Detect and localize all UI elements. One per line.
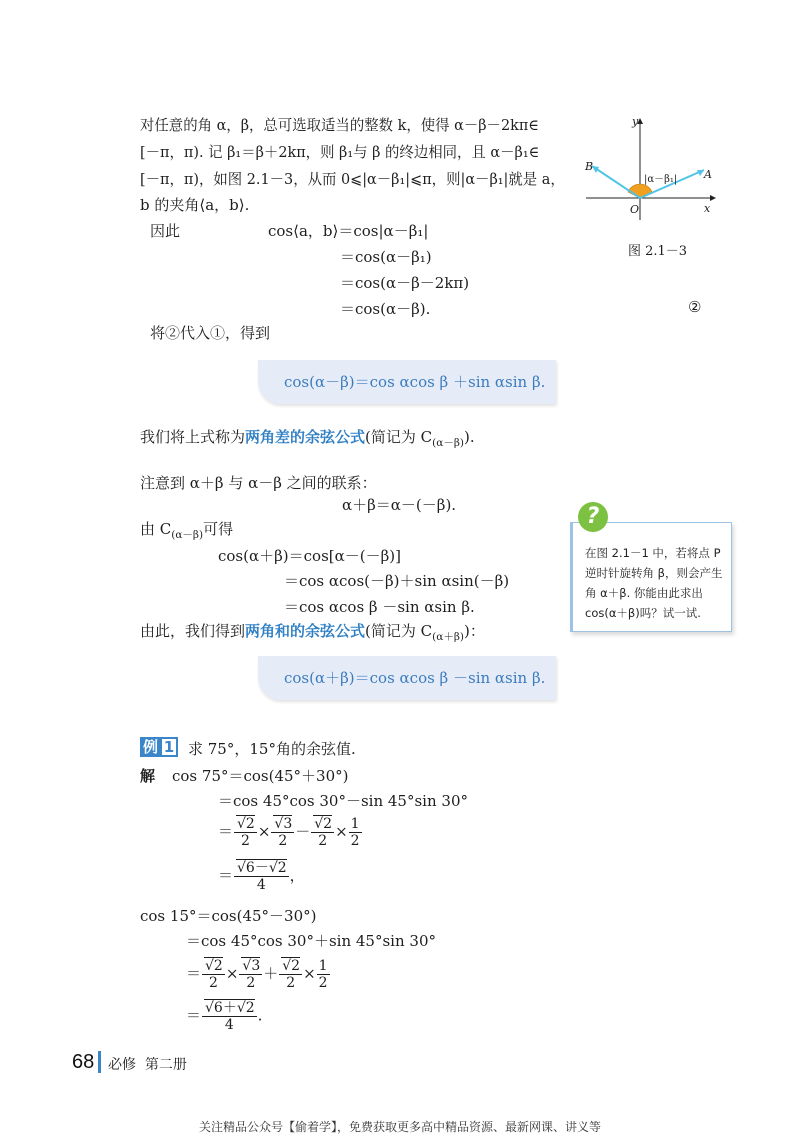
- from-c-text: [140, 518, 233, 542]
- footer-promo-note: 关注精品公众号【偷着学】，免费获取更多高中精品资源、最新网课、讲义等: [198, 1120, 601, 1134]
- cos75-line-1: cos 75°＝cos(45°＋30°): [172, 767, 349, 785]
- ray-ob: [592, 166, 640, 198]
- term-sum-formula: 两角和的余弦公式: [245, 622, 366, 640]
- cos15-line-1: cos 15°＝cos(45°－30°): [140, 907, 317, 925]
- derivation-lead: 因此: [150, 222, 181, 240]
- cos15-frac-1: $\frac{√2}{2}$: [202, 958, 225, 991]
- cos75-result: ＝ $\frac{√6-√2}{4}$ ，: [218, 860, 305, 893]
- cos75-eq2: ＝: [218, 866, 234, 885]
- help-icon: ?: [578, 502, 608, 532]
- example-question: 求 75°，15°角的余弦值.: [188, 740, 356, 758]
- label-angle: |α－β₁|: [644, 174, 678, 185]
- naming-sum-after: (简记为 C: [365, 622, 433, 640]
- formula-box-difference: [258, 360, 556, 404]
- cos75-eq: ＝: [218, 822, 234, 841]
- label-a: A: [704, 168, 712, 181]
- cos75-frac-2: $\frac{√3}{2}$: [271, 816, 294, 849]
- substitute-text: 将②代入①，得到: [150, 324, 271, 342]
- cos75-frac-3: $\frac{√2}{2}$: [311, 816, 334, 849]
- intro-line-3: [－π，π)，如图 2.1－3，从而 0⩽|α－β₁|⩽π，则|α－β₁|就是 a，: [140, 170, 565, 188]
- naming-sum-before: 由此，我们得到: [140, 622, 246, 640]
- sum-step-1: cos(α＋β)＝cos[α－(－β)]: [218, 547, 401, 565]
- formula-box-sum: [258, 656, 556, 700]
- label-o: O: [630, 203, 640, 216]
- solution-label: 解: [140, 767, 156, 785]
- sidebox-text: 在图 2.1－1 中，若将点 P 逆时针旋转角 β，则会产生角 α＋β. 你能由此求出 cos(α＋β)吗？试一试.: [585, 546, 723, 620]
- cos15-line-3: ＝ $\frac{√2}{2}$ × $\frac{√3}{2}$ ＋ $\frac{√2}{2}$ × $\frac{1}{2}$: [186, 958, 328, 991]
- formula-sum: cos(α＋β)＝cos αcos β －sin αsin β.: [284, 669, 546, 687]
- cos15-eq: ＝: [186, 964, 202, 983]
- cos75-line-2: ＝cos 45°cos 30°－sin 45°sin 30°: [218, 792, 468, 810]
- cos75-frac-4: $\frac{1}{2}$: [350, 816, 360, 849]
- label-x: x: [704, 202, 711, 215]
- example-tag-num: 1: [163, 738, 175, 756]
- label-b: B: [585, 160, 594, 173]
- relation-equation: α＋β＝α－(－β).: [342, 496, 457, 514]
- from-c-sub: (α－β): [171, 529, 204, 541]
- naming-difference-sub: (α－β): [432, 437, 464, 449]
- cos15-result-frac: $\frac{√6+√2}{4}$: [202, 1000, 257, 1033]
- page-number: 68: [72, 1051, 95, 1073]
- sum-step-2: ＝cos αcos(－β)＋sin αsin(－β): [284, 572, 510, 590]
- intro-line-4: b 的夹角⟨a，b⟩.: [140, 196, 250, 214]
- cos15-frac-4: $\frac{1}{2}$: [318, 958, 328, 991]
- figure-2-1-3: [578, 112, 728, 222]
- label-y: y: [632, 115, 639, 128]
- term-difference-formula: 两角差的余弦公式: [245, 428, 366, 446]
- naming-difference-after: (简记为 C: [365, 428, 433, 446]
- naming-difference: [140, 426, 475, 450]
- from-c-end: 可得: [203, 520, 234, 538]
- cos15-eq2: ＝: [186, 1006, 202, 1025]
- derivation-step-3: ＝cos(α－β－2kπ): [340, 274, 470, 292]
- think-sidebox: [570, 522, 732, 632]
- derivation-step-1: cos⟨a，b⟩＝cos|α－β₁|: [268, 222, 429, 240]
- note-relation: 注意到 α＋β 与 α－β 之间的联系：: [140, 474, 377, 492]
- cos75-line-3: ＝ $\frac{√2}{2}$ × $\frac{√3}{2}$ － $\frac{√2}{2}$ × $\frac{1}{2}$: [218, 816, 360, 849]
- cos15-frac-2: $\frac{√3}{2}$: [239, 958, 262, 991]
- equation-tag: ②: [688, 298, 702, 316]
- x-axis-arrow: [710, 195, 716, 201]
- naming-difference-before: 我们将上式称为: [140, 428, 246, 446]
- cos75-result-frac: $\frac{√6-√2}{4}$: [234, 860, 289, 893]
- naming-difference-end: ).: [464, 428, 475, 446]
- footer-book-label: [108, 1054, 187, 1074]
- cos15-result: ＝ $\frac{√6+√2}{4}$ .: [186, 1000, 263, 1033]
- intro-line-1: 对任意的角 α，β，总可选取适当的整数 k，使得 α－β－2kπ∈: [140, 116, 539, 134]
- footer-accent-bar: [98, 1051, 101, 1073]
- example-tag: [140, 737, 178, 757]
- example-tag-char: 例: [143, 738, 159, 756]
- sum-step-3: ＝cos αcos β －sin αsin β.: [284, 598, 475, 616]
- cos15-frac-3: $\frac{√2}{2}$: [279, 958, 302, 991]
- footer-volume: 第二册: [144, 1057, 187, 1073]
- derivation-step-4: ＝cos(α－β).: [340, 300, 431, 318]
- angle-arc: [628, 184, 652, 198]
- formula-difference: cos(α－β)＝cos αcos β ＋sin αsin β.: [284, 373, 546, 391]
- figure-caption: 图 2.1－3: [628, 244, 688, 259]
- intro-line-2: [－π，π). 记 β₁＝β＋2kπ，则 β₁与 β 的终边相同，且 α－β₁∈: [140, 143, 540, 161]
- cos75-frac-1: $\frac{√2}{2}$: [234, 816, 257, 849]
- footer-book: 必修: [108, 1057, 136, 1073]
- cos15-line-2: ＝cos 45°cos 30°＋sin 45°sin 30°: [186, 932, 436, 950]
- derivation-step-2: ＝cos(α－β₁): [340, 248, 432, 266]
- from-c-main: 由 C: [140, 520, 172, 538]
- naming-sum: [140, 620, 485, 644]
- naming-sum-sub: (α＋β): [432, 631, 464, 643]
- naming-sum-end: )：: [464, 622, 485, 640]
